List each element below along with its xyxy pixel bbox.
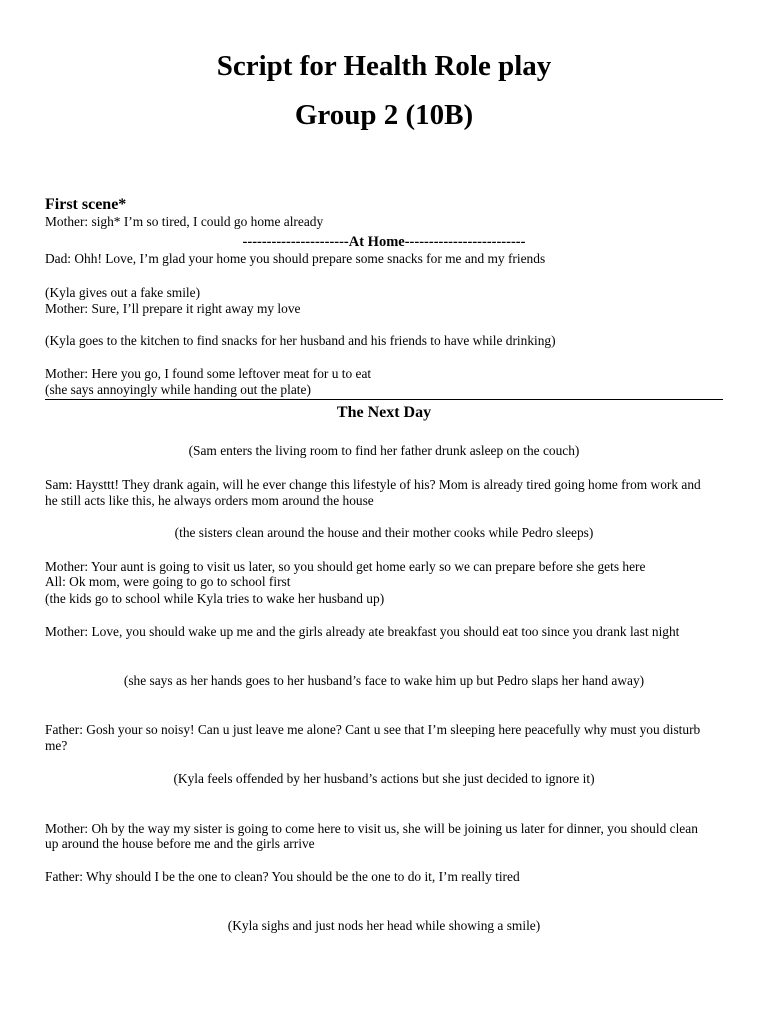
scene-heading: First scene* xyxy=(45,196,127,213)
stage-direction: (the kids go to school while Kyla tries to wake her husband up) xyxy=(45,591,385,606)
stage-direction: (Kyla sighs and just nods her head while showing a smile) xyxy=(227,918,541,933)
section-divider xyxy=(45,399,723,400)
script-line: Dad: Ohh! Love, I’m glad your home you should prepare some snacks for me and my friends xyxy=(45,251,546,266)
script-line: Mother: sigh* I’m so tired, I could go home already xyxy=(45,214,324,229)
stage-direction: (Kyla feels offended by her husband’s actions but she just decided to ignore it) xyxy=(173,771,595,786)
stage-direction: (she says annoyingly while handing out the plate) xyxy=(45,382,311,397)
script-line: Father: Why should I be the one to clean? You should be the one to do it, I’m really tired xyxy=(45,869,520,884)
section-separator: ----------------------At Home------------------------- xyxy=(242,234,526,250)
stage-direction: (the sisters clean around the house and their mother cooks while Pedro sleeps) xyxy=(174,525,594,540)
script-line: Mother: Love, you should wake up me and the girls already ate breakfast you should eat too since you drank last night xyxy=(45,624,680,639)
stage-direction: (Kyla gives out a fake smile) xyxy=(45,285,201,300)
script-line: All: Ok mom, were going to go to school first xyxy=(45,574,291,589)
stage-direction: (Sam enters the living room to find her father drunk asleep on the couch) xyxy=(188,443,580,458)
script-line: Mother: Sure, I’ll prepare it right away my love xyxy=(45,301,301,316)
script-line: me? xyxy=(45,738,68,753)
script-line: Mother: Your aunt is going to visit us later, so you should get home early so we can prepare before she gets here xyxy=(45,559,646,574)
page-title: Script for Health Role play xyxy=(216,50,552,82)
scene-heading: The Next Day xyxy=(336,404,432,421)
script-line: Sam: Haysttt! They drank again, will he ever change this lifestyle of his? Mom is already tired going home from work and xyxy=(45,477,701,492)
stage-direction: (she says as her hands goes to her husband’s face to wake him up but Pedro slaps her hand away) xyxy=(123,673,645,688)
script-line: he still acts like this, he always orders mom around the house xyxy=(45,493,374,508)
script-line: up around the house before me and the girls arrive xyxy=(45,836,315,851)
script-line: Mother: Here you go, I found some leftover meat for u to eat xyxy=(45,366,372,381)
stage-direction: (Kyla goes to the kitchen to find snacks for her husband and his friends to have while drinking) xyxy=(45,333,556,348)
script-line: Father: Gosh your so noisy! Can u just leave me alone? Cant u see that I’m sleeping here peacefully why must you disturb xyxy=(45,722,701,737)
page-subtitle: Group 2 (10B) xyxy=(294,99,474,131)
script-line: Mother: Oh by the way my sister is going to come here to visit us, she will be joining us later for dinner, you should clean xyxy=(45,821,698,836)
